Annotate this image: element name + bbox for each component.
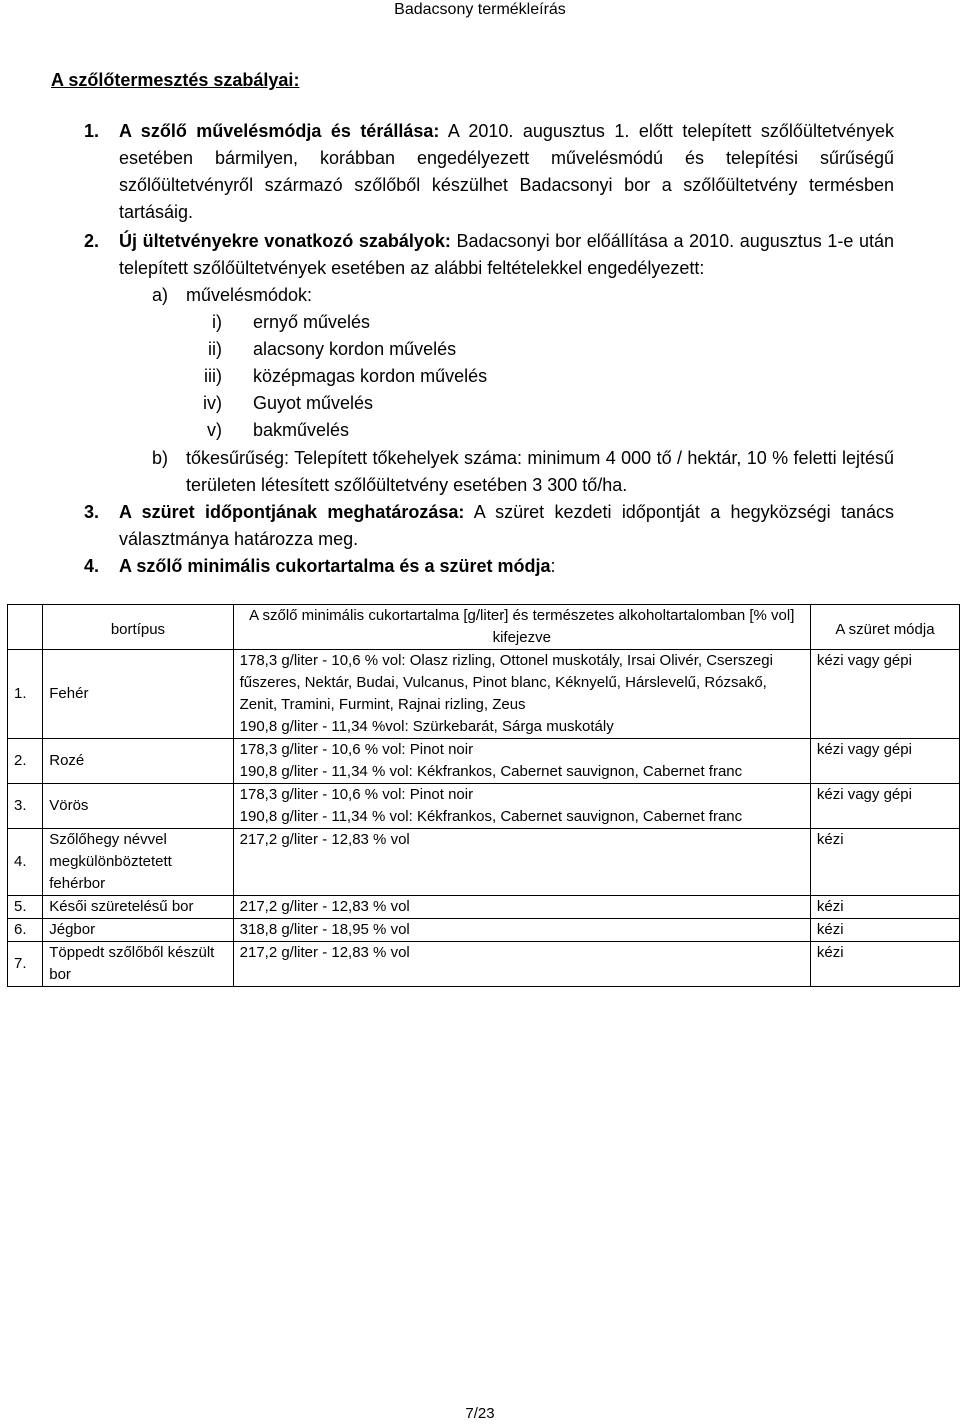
rule-2b-label: b) [152,448,169,468]
table-header-type: bortípus [43,605,233,650]
rule-2a-label: a) [152,285,169,305]
method-text: középmagas kordon művelés [253,366,488,386]
sugar-line: 178,3 g/liter - 10,6 % vol: Olasz rizling, Ottonel muskotály, Irsai Olivér, Cserszegi fűszeres, Nektár, Budai, Vulcanus, Pinot blanc, Kéknyelű, Hárslevelű, Rózsakő, Zenit, Tramini, Furmint, Rajnai rizling, Zeus [239,652,773,713]
rule-2 [84,228,894,282]
table-header-method: A szüret módja [810,605,959,650]
method-number: i) [212,312,222,332]
table-header-row [8,605,960,650]
rule-1-text: A 2010. augusztus 1. előtt telepített szőlőültetvények esetében bármilyen, korábban engedélyezett művelésmódú és telepítési sűrűségű szőlőültetvényről származó szőlőből készülhet Badacsonyi bor a szőlőültetvény termésben tartásáig. [119,121,894,222]
sugar-line: 217,2 g/liter - 12,83 % vol [239,831,410,848]
method-number: ii) [208,339,222,359]
section-title: A szőlőtermesztés szabályai: [51,70,300,90]
method-number: iii) [204,366,222,386]
row-type: Késői szüretelésű bor [43,896,233,919]
method-text: ernyő művelés [253,312,371,332]
sugar-line: 318,8 g/liter - 18,95 % vol [239,921,410,938]
sugar-line: 190,8 g/liter - 11,34 % vol: Kékfrankos, Cabernet sauvignon, Cabernet franc [239,763,743,780]
row-method: kézi vagy gépi [810,739,959,784]
sugar-line: 190,8 g/liter - 11,34 % vol: Kékfrankos, Cabernet sauvignon, Cabernet franc [239,808,743,825]
method-text: bakművelés [253,420,350,440]
method-text: alacsony kordon művelés [253,339,457,359]
row-type: Töppedt szőlőből készült bor [43,942,233,987]
row-type: Vörös [43,784,233,829]
sugar-line: 217,2 g/liter - 12,83 % vol [239,944,410,961]
row-number: 2. [8,739,43,784]
rule-2-heading: Új ültetvényekre vonatkozó szabályok: [119,231,451,251]
table-row [8,784,960,829]
running-header: Badacsony termékleírás [394,1,566,18]
table-row [8,942,960,987]
row-number: 4. [8,829,43,896]
sugar-line: 178,3 g/liter - 10,6 % vol: Pinot noir [239,741,474,758]
rule-2b-text: tőkesűrűség: Telepített tőkehelyek száma: minimum 4 000 tő / hektár, 10 % feletti lejtésű területen létesített szőlőültetvény esetében 3 300 tő/ha. [186,448,894,495]
rule-4 [84,553,894,580]
sugar-content-table [7,604,960,987]
row-type: Fehér [43,650,233,739]
row-number: 7. [8,942,43,987]
rule-3-text: A szüret kezdeti időpontját a hegyközségi tanács választmánya határozza meg. [119,502,894,549]
sugar-line: 178,3 g/liter - 10,6 % vol: Pinot noir [239,786,474,803]
table-header-empty [8,605,43,650]
row-number: 1. [8,650,43,739]
row-sugar [233,784,810,829]
method-text: Guyot művelés [253,393,374,413]
rule-4-heading: A szőlő minimális cukortartalma és a szüret módja [119,556,551,576]
row-sugar [233,739,810,784]
method-number: v) [207,420,222,440]
row-number: 3. [8,784,43,829]
row-type: Szőlőhegy névvel megkülönböztetett fehérbor [43,829,233,896]
table-row [8,919,960,942]
sugar-line: 217,2 g/liter - 12,83 % vol [239,898,410,915]
row-sugar [233,896,810,919]
row-sugar [233,919,810,942]
row-method: kézi [810,896,959,919]
table-row [8,650,960,739]
row-method: kézi vagy gépi [810,650,959,739]
method-number: iv) [203,393,222,413]
row-method: kézi vagy gépi [810,784,959,829]
rule-2a-text: művelésmódok: [186,285,313,305]
row-number: 6. [8,919,43,942]
table-row [8,896,960,919]
rule-4-colon: : [550,556,556,576]
row-sugar [233,829,810,896]
row-type: Jégbor [43,919,233,942]
row-type: Rozé [43,739,233,784]
row-number: 5. [8,896,43,919]
sugar-line: 190,8 g/liter - 11,34 %vol: Szürkebarát, Sárga muskotály [239,718,614,735]
rule-3 [84,499,894,553]
rule-2-number: 2. [84,231,100,251]
row-method: kézi [810,942,959,987]
rule-4-number: 4. [84,556,100,576]
rule-3-heading: A szüret időpontjának meghatározása: [119,502,465,522]
table-header-sugar: A szőlő minimális cukortartalma [g/liter] és természetes alkoholtartalomban [% vol] kifejezve [233,605,810,650]
page-number: 7/23 [465,1405,495,1422]
row-sugar [233,650,810,739]
row-sugar [233,942,810,987]
table-row [8,739,960,784]
row-method: kézi [810,829,959,896]
row-method: kézi [810,919,959,942]
rule-3-number: 3. [84,502,100,522]
rule-1 [84,118,894,226]
rule-2-text: Badacsonyi bor előállítása a 2010. augusztus 1-e után telepített szőlőültetvények esetében az alábbi feltételekkel engedélyezett: [119,231,894,278]
rule-1-number: 1. [84,121,100,141]
table-row [8,829,960,896]
rule-1-heading: A szőlő művelésmódja és térállása: [119,121,440,141]
